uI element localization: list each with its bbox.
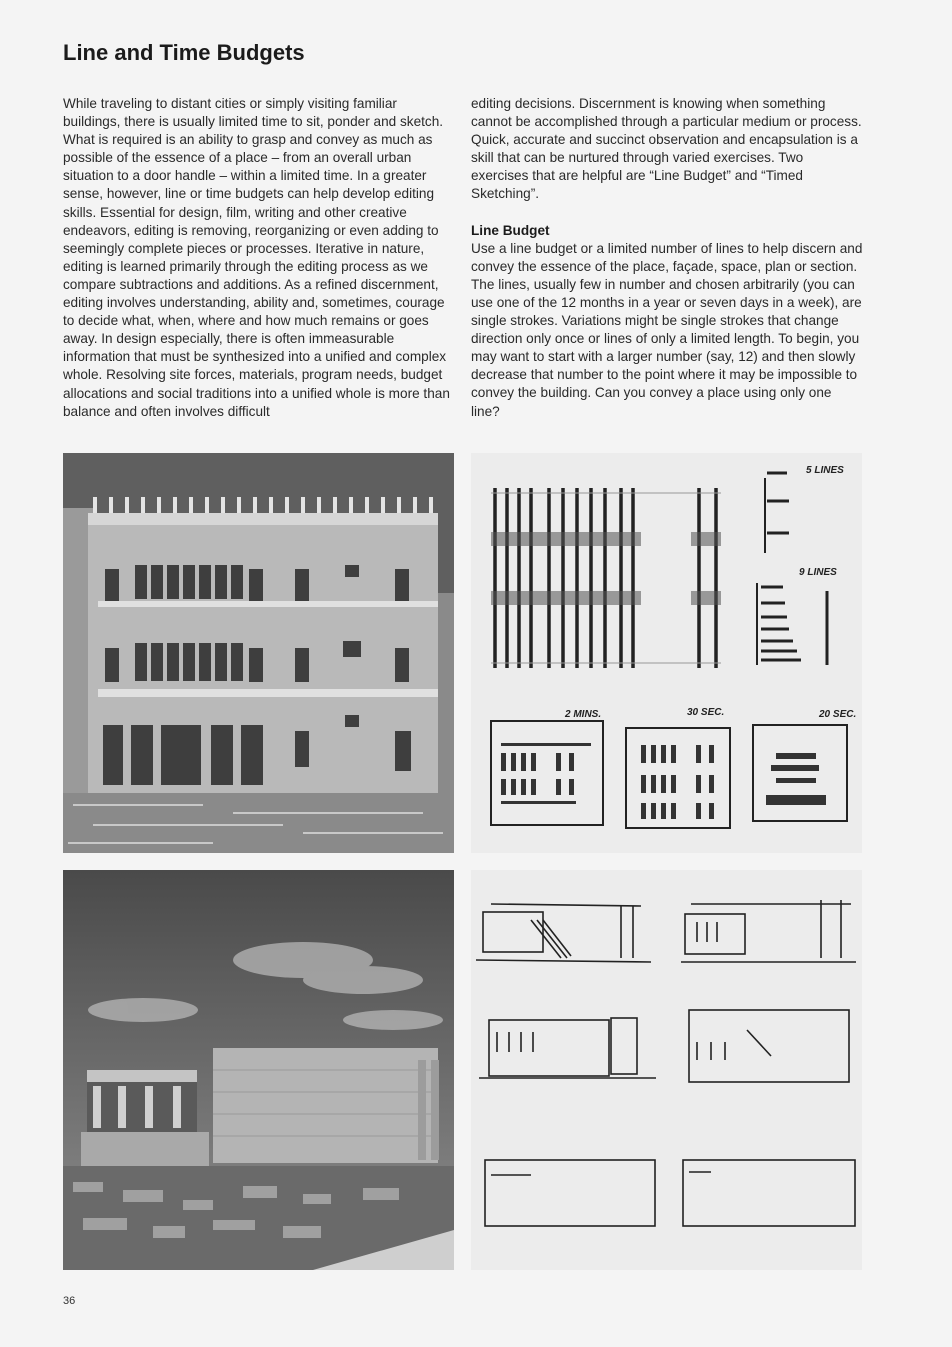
- five-lines-label: 5 LINES: [806, 465, 844, 476]
- body-paragraph-continued: editing decisions. Discernment is knowing when something cannot be accomplished through a particular medium or process. Quick, accurate and succinct observation and encapsulation is a skill that can be nurtured through varied exercises. Two exercises that are helpful are “Line Budget” and “Timed Sketching”.: [471, 96, 862, 202]
- venetian-palace-photo: [63, 453, 454, 853]
- twenty-sec-label: 20 SEC.: [819, 709, 857, 720]
- text-column-right: [471, 95, 863, 421]
- page-number: 36: [63, 1295, 76, 1307]
- text-column-left: [63, 95, 455, 421]
- erechtheion-photo: [63, 870, 454, 1270]
- nine-lines-label: 9 LINES: [799, 567, 837, 578]
- subheading-paragraph: Use a line budget or a limited number of lines to help discern and convey the essence of the place, façade, space, plan or section. The lines, usually few in number and chosen arbitrarily (you can use one of the 12 months in a year or seven days in a week), are single strokes. Variations might be single strokes that change direction only once or lines of only a limited length. To begin, you may want to start with a larger number (say, 12) and then slowly decrease that number to the point where it may be impossible to convey the building. Can you convey a place using only one line?: [471, 240, 863, 419]
- two-mins-label: 2 MINS.: [565, 709, 602, 720]
- erechtheion-line-sketches: [471, 870, 862, 1270]
- line-budget-sketches: [471, 453, 862, 853]
- subheading: Line Budget: [471, 222, 550, 238]
- thirty-sec-label: 30 SEC.: [687, 707, 725, 718]
- page-title: Line and Time Budgets: [63, 40, 305, 65]
- body-paragraph: While traveling to distant cities or simply visiting familiar buildings, there is usually limited time to sit, ponder and sketch. What is required is an ability to grasp and convey as much as possible of the essence of a place – from an overall urban situation to a door handle – within a limited time. In a greater sense, however, line or time budgets can help develop editing skills. Essential for design, film, writing and other creative endeavors, editing is removing, reorganizing or even adding to seemingly complete pieces or processes. Iterative in nature, editing is learned primarily through the editing process as we compare subtractions and additions. As a refined discernment, editing involves understanding, ability and, sometimes, courage to decide what, when, where and how much remains or goes away. In design especially, there is often immeasurable information that must be synthesized into a unified and complex whole. Resolving site forces, materials, program needs, budget allocations and social traditions into a unified whole is more than balance and often involves difficult: [63, 96, 450, 419]
